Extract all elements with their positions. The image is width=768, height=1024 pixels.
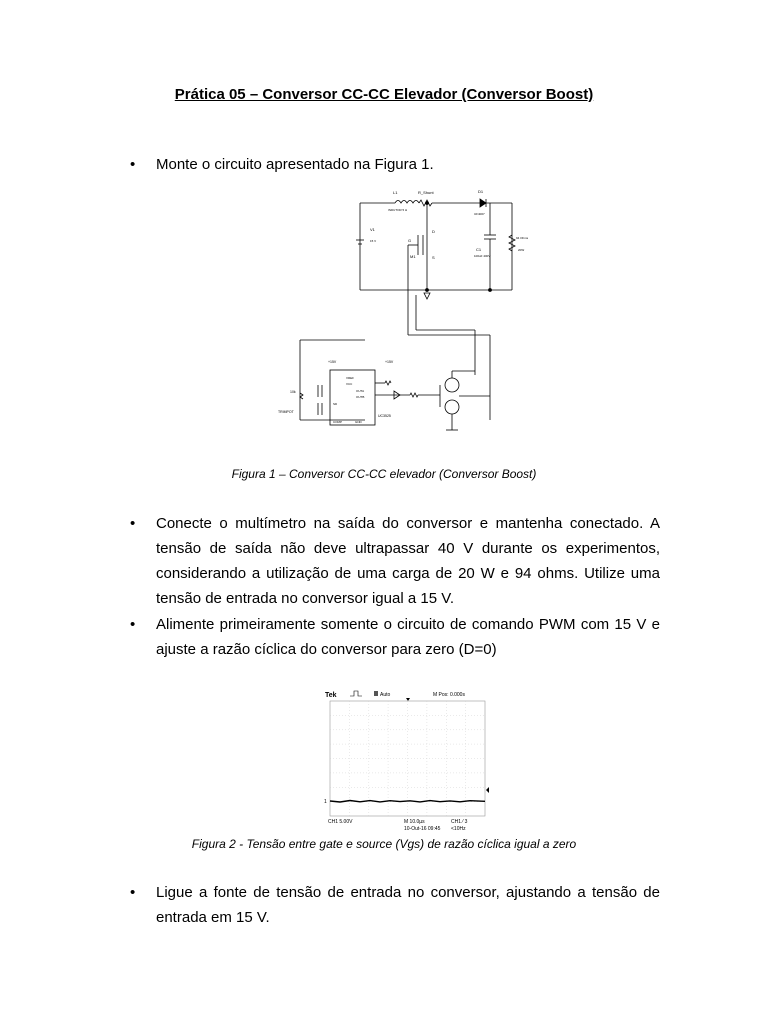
trigger-level-marker: [486, 787, 489, 793]
scope-trigger-mode: Auto: [380, 692, 391, 698]
scope-freq: <10Hz: [451, 826, 466, 832]
label-shunt: R_Shunt: [418, 190, 434, 195]
label-source-pin: S: [432, 255, 435, 260]
label-inductor-value: INDUTOR 5 H: [388, 208, 408, 212]
label-pin-comp: COMP: [333, 420, 342, 424]
label-mosfet: M1: [410, 254, 416, 259]
run-state-icon: [374, 691, 378, 696]
trigger-icon: [350, 691, 362, 696]
bullet-2-text: Conecte o multímetro na saída do conversor e mantenha conectado. A tensão de saída não deve ultrapassar 40 V durante os experimentos, considerando a utilização de uma carga de 20 W e 94 ohms. Utilize uma tensão de entrada no conversor igual a 15 V.: [156, 515, 660, 607]
channel-marker: 1: [324, 799, 327, 805]
transistor-q1: [445, 378, 459, 392]
label-gate: G: [408, 238, 412, 243]
scope-m-pos: M Pos: 0.000s: [433, 692, 465, 698]
bullet-dot: •: [130, 515, 136, 532]
label-drain: D: [432, 229, 435, 234]
scope-timebase: M 10.0µs: [404, 819, 425, 825]
transistor-q2: [445, 400, 459, 414]
label-diode: D1: [478, 189, 484, 194]
bullet-1: [130, 152, 660, 177]
label-pot: 10k: [290, 390, 296, 394]
figure-1-circuit: [278, 185, 530, 440]
label-trimpot: TRIMPOT: [278, 410, 294, 414]
bullet-4-text: Ligue a fonte de tensão de entrada no conversor, ajustando a tensão de entrada em 15 V.: [156, 884, 660, 926]
bullet-dot: •: [130, 156, 136, 173]
label-pin-vref: VREF: [346, 376, 355, 380]
label-vcc-right: +15V: [385, 360, 394, 364]
scope-brand: Tek: [325, 692, 337, 699]
inductor-symbol: [395, 201, 419, 204]
bullet-1-text: Monte o circuito apresentado na Figura 1.: [156, 156, 434, 173]
ground-symbol: [424, 293, 430, 299]
bullet-dot: •: [130, 616, 136, 633]
label-source-value: 15 V: [370, 239, 377, 243]
label-pin-vcc: VCC: [346, 382, 353, 386]
bullet-2: [130, 511, 660, 611]
label-source: V1: [370, 227, 375, 232]
label-load: 94 Ohms: [516, 236, 529, 240]
label-pin-sd: SD: [333, 402, 338, 406]
label-vcc-left: +15V: [328, 360, 337, 364]
diode-symbol: [480, 199, 486, 207]
bullet-3-text: Alimente primeiramente somente o circuito de comando PWM com 15 V e ajuste a razão cíclica do conversor para zero (D=0): [156, 616, 660, 658]
label-inductor: L1: [393, 190, 398, 195]
trigger-position-marker: [406, 698, 410, 701]
figure-1-caption: Figura 1 – Conversor CC-CC elevador (Conversor Boost): [231, 467, 537, 481]
scope-date: 10-Out-16 09:45: [404, 826, 441, 832]
label-pin-gnd: GND: [355, 420, 362, 424]
trimpot-symbol: [300, 393, 303, 399]
label-pin-outa: OUTA: [356, 389, 365, 393]
page-title: Prática 05 – Conversor CC-CC Elevador (Conversor Boost): [174, 86, 594, 103]
bullet-3: [130, 612, 660, 662]
gate-resistor-symbol: [410, 393, 418, 397]
bullet-dot: •: [130, 884, 136, 901]
label-diode-part: UF4007: [474, 212, 485, 216]
bullet-4: [130, 880, 660, 930]
label-capacitor: C1: [476, 247, 482, 252]
label-capacitor-value: 100uF 400V: [474, 254, 491, 258]
scope-trigger: CH1 ⁄ 3: [451, 819, 468, 825]
scope-ch1-scale: CH1 5.00V: [328, 819, 353, 825]
figure-2-oscilloscope: [320, 686, 500, 834]
label-ic: UC3525: [378, 414, 391, 418]
label-pin-outb: OUTB: [356, 395, 365, 399]
figure-2-caption: Figura 2 - Tensão entre gate e source (Vgs) de razão cíclica igual a zero: [191, 837, 577, 851]
label-load-power: 20W: [518, 248, 525, 252]
